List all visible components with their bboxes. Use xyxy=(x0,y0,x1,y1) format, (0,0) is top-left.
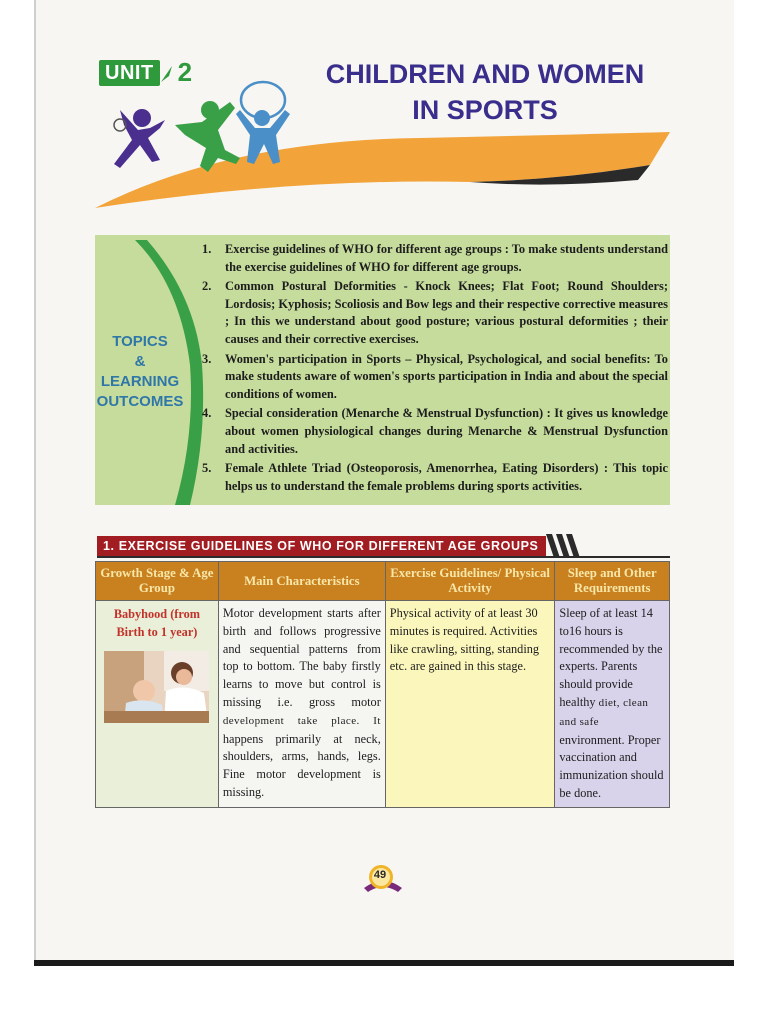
list-item-text: Special consideration (Menarche & Menstrual Dysfunction) : It gives us knowledge about women physiological changes during Menarche & Menstrual Dysfunction and activities. xyxy=(225,406,668,456)
topics-list xyxy=(198,241,668,497)
list-item-number: 4. xyxy=(202,406,212,421)
table-header-cell: Exercise Guidelines/ Physical Activity xyxy=(385,562,555,601)
guidelines-table xyxy=(95,561,670,808)
table-cell-stage xyxy=(96,601,219,808)
table-cell-guidelines: Physical activity of at least 30 minutes is required. Activities like crawling, sitting, standing etc. are gained in this stage. xyxy=(385,601,555,808)
green-athlete-icon xyxy=(175,101,240,172)
characteristics-text-c: happens primarily at neck, shoulders, arms, hands, legs. Fine motor development is missing. xyxy=(222,731,381,799)
requirements-text-a: Sleep of at least 14 to16 hours is recommended by the experts. Parents should provide healthy xyxy=(559,606,663,709)
list-item-text: Common Postural Deformities - Knock Knees; Flat Foot; Round Shoulders; Lordosis; Kyphosis; Scoliosis and Bow legs and their respective corrective measures ; In this we understand about good posture; various postural deformities ; their causes and their corrective exercises. xyxy=(225,279,668,346)
list-item xyxy=(198,351,668,404)
topics-label xyxy=(95,332,185,412)
characteristics-text-b: development take place. It xyxy=(222,714,381,727)
topics-label-line4: OUTCOMES xyxy=(96,393,184,410)
chapter-title-line1: CHILDREN AND WOMEN xyxy=(325,59,645,89)
chapter-title-line2: IN SPORTS xyxy=(412,95,558,125)
unit-number: 2 xyxy=(177,57,193,87)
list-item-number: 1. xyxy=(202,242,212,256)
section-heading xyxy=(97,534,582,558)
table-header-row xyxy=(96,562,670,601)
purple-athlete-icon xyxy=(114,109,165,168)
topics-label-line3: LEARNING xyxy=(100,373,180,390)
list-item-text: Exercise guidelines of WHO for different age groups : To make students understand the exercise guidelines of WHO for different age groups. xyxy=(225,242,668,274)
table-header-cell: Growth Stage & Age Group xyxy=(96,562,219,601)
characteristics-text-a: Motor development starts after birth and follows progressive and sequential patterns from top to bottom. The baby firstly learns to move but control is missing i.e. gross motor xyxy=(222,606,381,709)
list-item-number: 5. xyxy=(202,461,212,476)
chevron-stripes-icon xyxy=(546,534,582,558)
section-heading-text: 1. EXERCISE GUIDELINES OF WHO FOR DIFFERENT AGE GROUPS xyxy=(97,536,546,556)
growth-stage-label: Babyhood (from Birth to 1 year) xyxy=(113,607,201,639)
table-header-cell: Main Characteristics xyxy=(218,562,385,601)
list-item xyxy=(198,460,668,495)
unit-label: UNIT xyxy=(99,60,160,86)
requirements-text-c: environment. Proper vaccination and immunization should be done. xyxy=(559,732,664,800)
topics-label-line2: & xyxy=(134,353,146,370)
table-cell-characteristics xyxy=(218,601,385,808)
header-illustration xyxy=(90,80,680,215)
topics-label-line1: TOPICS xyxy=(112,333,168,350)
list-item-number: 2. xyxy=(202,279,212,294)
list-item-text: Female Athlete Triad (Osteoporosis, Amenorrhea, Eating Disorders) : This topic helps us to understand the female problems during sports activities. xyxy=(225,461,668,493)
list-item xyxy=(198,278,668,348)
list-item-number: 3. xyxy=(202,351,212,366)
table-cell-requirements xyxy=(555,601,670,808)
section-rule xyxy=(97,556,670,558)
table-header-cell: Sleep and Other Requirements xyxy=(555,562,670,601)
list-item-text: Women's participation in Sports – Physical, Psychological, and social benefits: To make students aware of women's sports participation in India and about the special conditions of women. xyxy=(225,351,668,401)
baby-photo xyxy=(104,651,209,723)
requirements-text-b: diet, clean and safe xyxy=(559,696,649,728)
page-edge xyxy=(34,0,36,962)
list-item xyxy=(198,405,668,458)
orange-swoosh-shape xyxy=(95,132,670,208)
page-bottom-border xyxy=(34,960,734,966)
page-number: 49 xyxy=(373,869,387,881)
list-item xyxy=(198,241,668,276)
table-row xyxy=(96,601,670,808)
